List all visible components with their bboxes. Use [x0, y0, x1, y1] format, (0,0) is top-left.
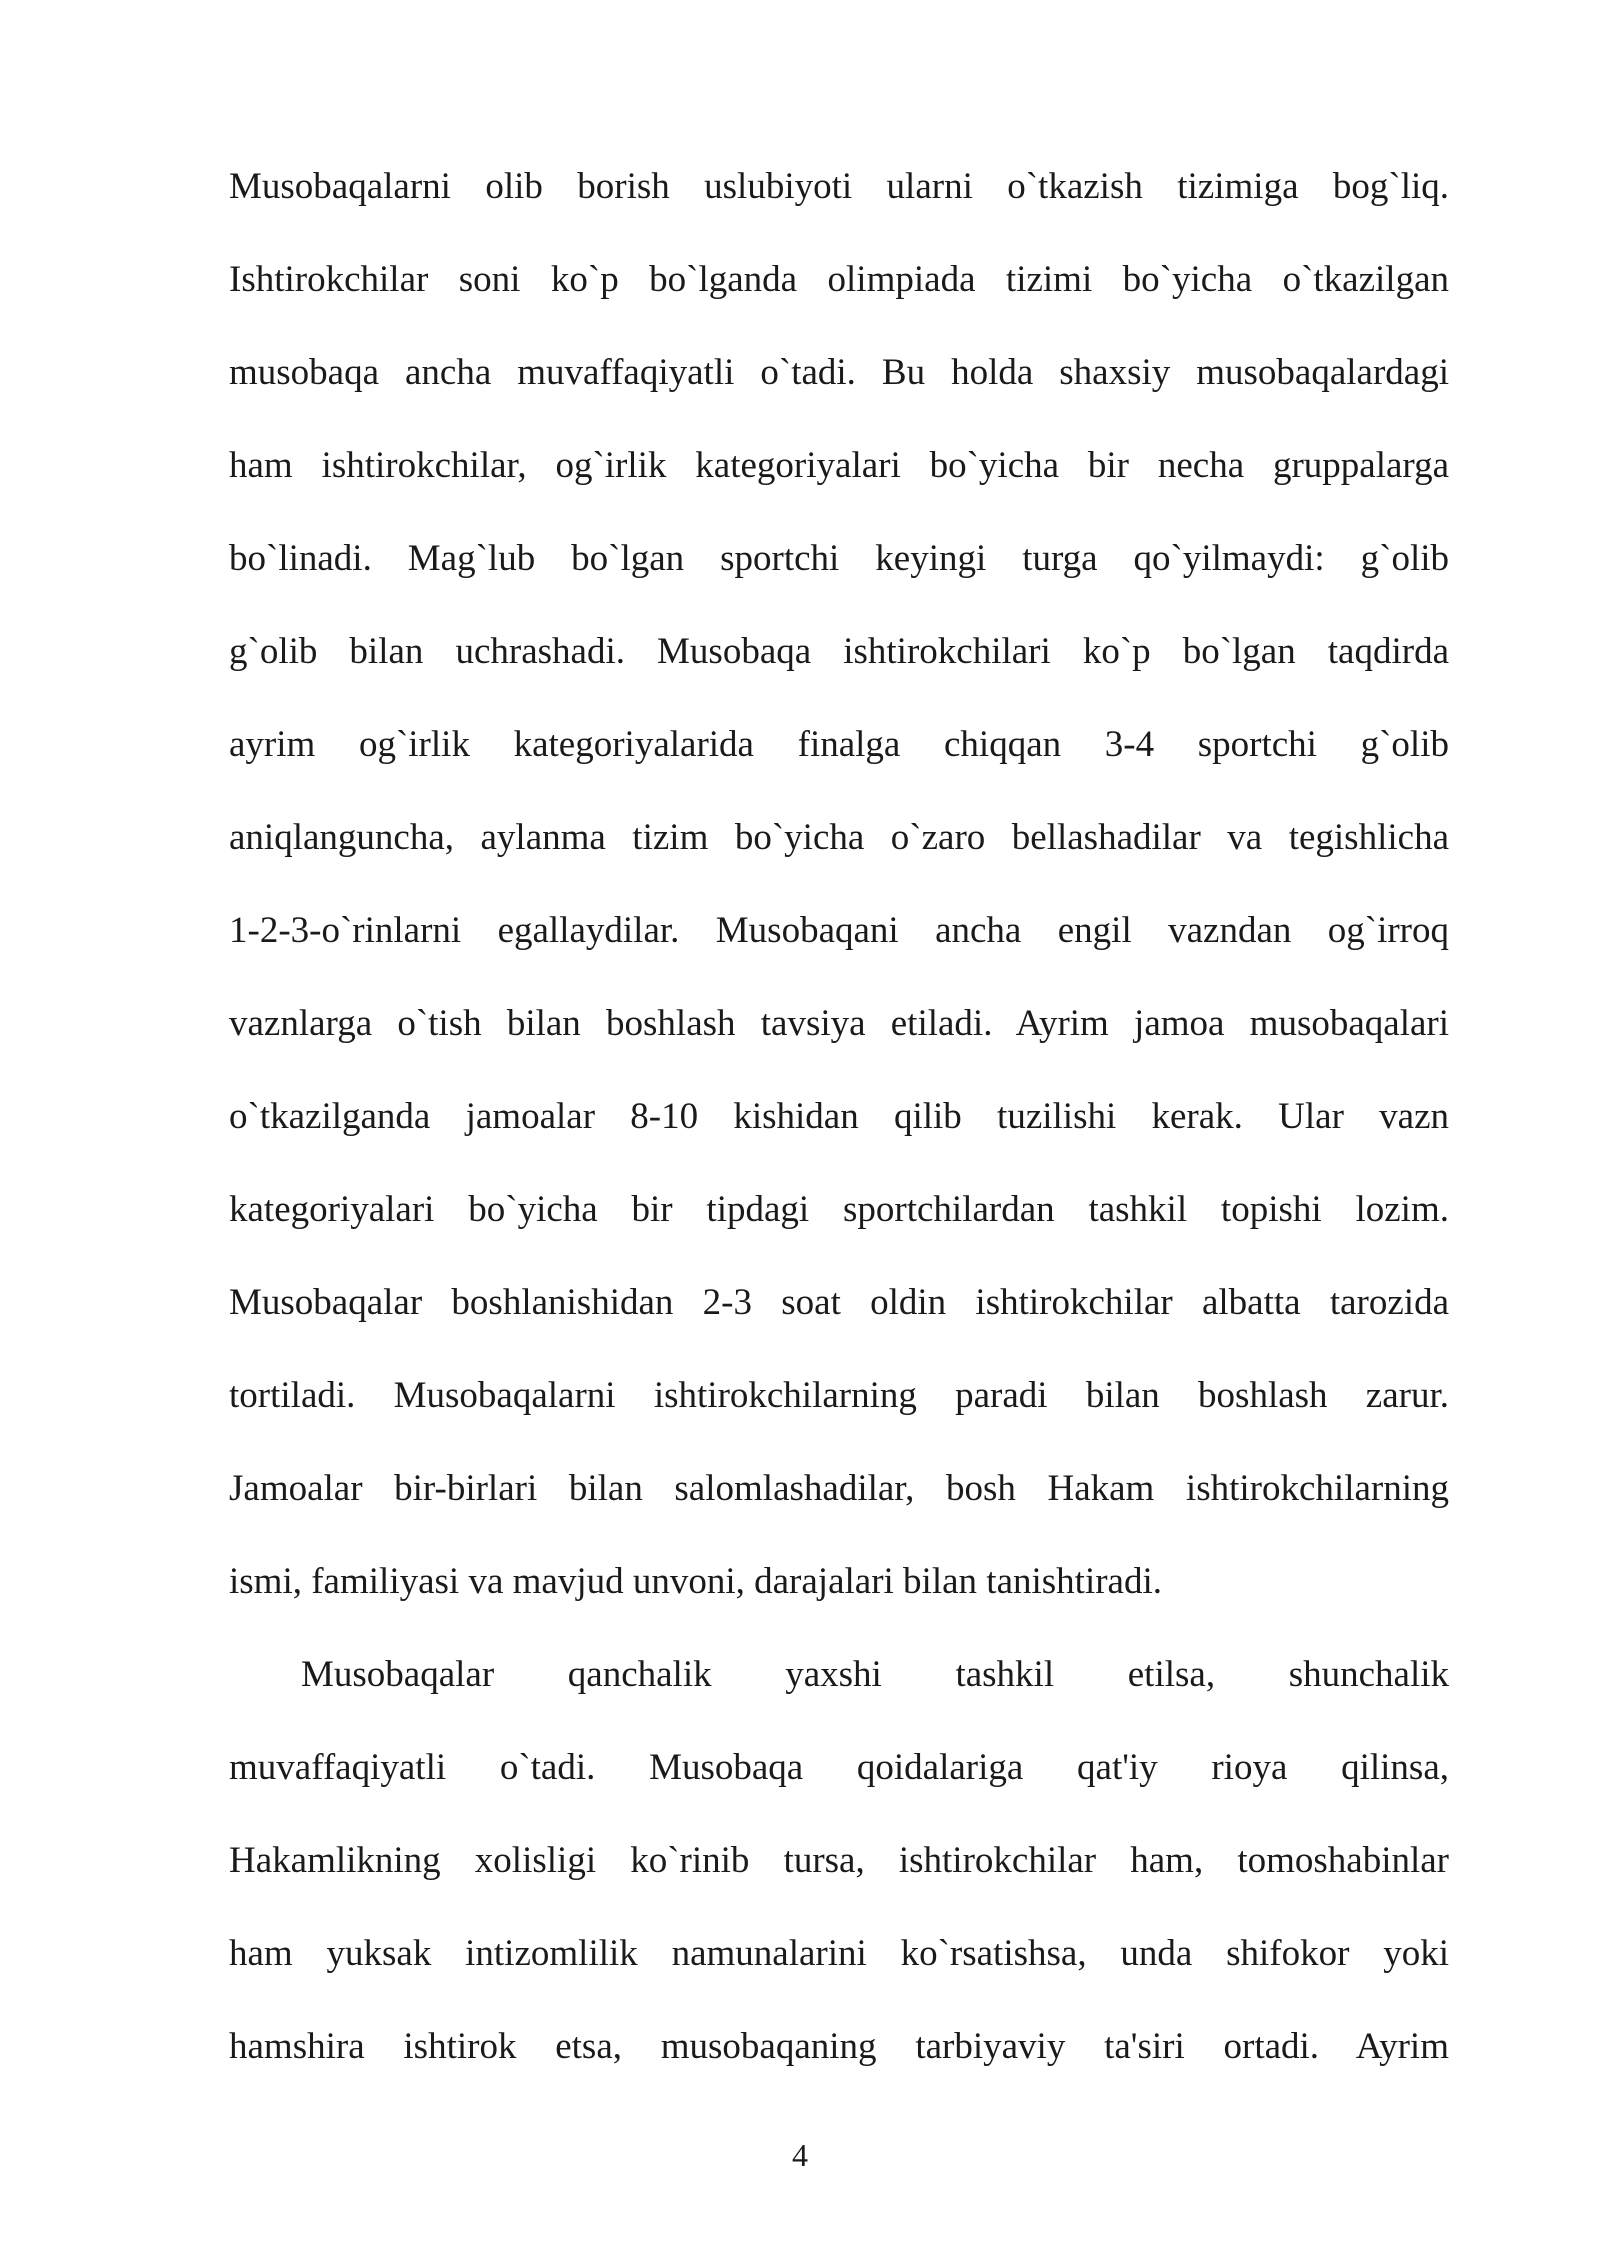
text-line: ham ishtirokchilar, og`irlik kategoriyalari bo`yicha bir necha gruppalarga [229, 445, 1449, 486]
page-number: 4 [792, 2137, 808, 2173]
text-line: aniqlanguncha, aylanma tizim bo`yicha o`zaro bellashadilar va tegishlicha [229, 817, 1449, 858]
text-line: tortiladi. Musobaqalarni ishtirokchilarning paradi bilan boshlash zarur. [229, 1375, 1449, 1416]
text-line: musobaqa ancha muvaffaqiyatli o`tadi. Bu holda shaxsiy musobaqalardagi [229, 352, 1449, 393]
text-line: g`olib bilan uchrashadi. Musobaqa ishtirokchilari ko`p bo`lgan taqdirda [229, 631, 1449, 672]
text-line: ayrim og`irlik kategoriyalarida finalga chiqqan 3-4 sportchi g`olib [229, 724, 1449, 765]
body-text [229, 140, 1449, 2093]
text-line: 1-2-3-o`rinlarni egallaydilar. Musobaqani ancha engil vazndan og`irroq [229, 910, 1449, 951]
text-line: ham yuksak intizomlilik namunalarini ko`rsatishsa, unda shifokor yoki [229, 1933, 1449, 1974]
text-line: Musobaqalar qanchalik yaxshi tashkil etilsa, shunchalik [301, 1654, 1449, 1695]
text-line: kategoriyalari bo`yicha bir tipdagi sportchilardan tashkil topishi lozim. [229, 1189, 1449, 1230]
text-line: o`tkazilganda jamoalar 8-10 kishidan qilib tuzilishi kerak. Ular vazn [229, 1096, 1449, 1137]
text-line: Musobaqalar boshlanishidan 2-3 soat oldin ishtirokchilar albatta tarozida [229, 1282, 1449, 1323]
text-line: hamshira ishtirok etsa, musobaqaning tarbiyaviy ta'siri ortadi. Ayrim [229, 2026, 1449, 2067]
text-line: Hakamlikning xolisligi ko`rinib tursa, ishtirokchilar ham, tomoshabinlar [229, 1840, 1449, 1881]
text-line: Musobaqalarni olib borish uslubiyoti ularni o`tkazish tizimiga bog`liq. [229, 166, 1449, 207]
text-line: Jamoalar bir-birlari bilan salomlashadilar, bosh Hakam ishtirokchilarning [229, 1468, 1449, 1509]
text-line: vaznlarga o`tish bilan boshlash tavsiya etiladi. Ayrim jamoa musobaqalari [229, 1003, 1449, 1044]
text-line: ismi, familiyasi va mavjud unvoni, darajalari bilan tanishtiradi. [229, 1561, 1163, 1602]
text-line: Ishtirokchilar soni ko`p bo`lganda olimpiada tizimi bo`yicha o`tkazilgan [229, 259, 1449, 300]
text-line: bo`linadi. Mag`lub bo`lgan sportchi keyingi turga qo`yilmaydi: g`olib [229, 538, 1449, 579]
text-line: muvaffaqiyatli o`tadi. Musobaqa qoidalariga qat'iy rioya qilinsa, [229, 1747, 1449, 1788]
